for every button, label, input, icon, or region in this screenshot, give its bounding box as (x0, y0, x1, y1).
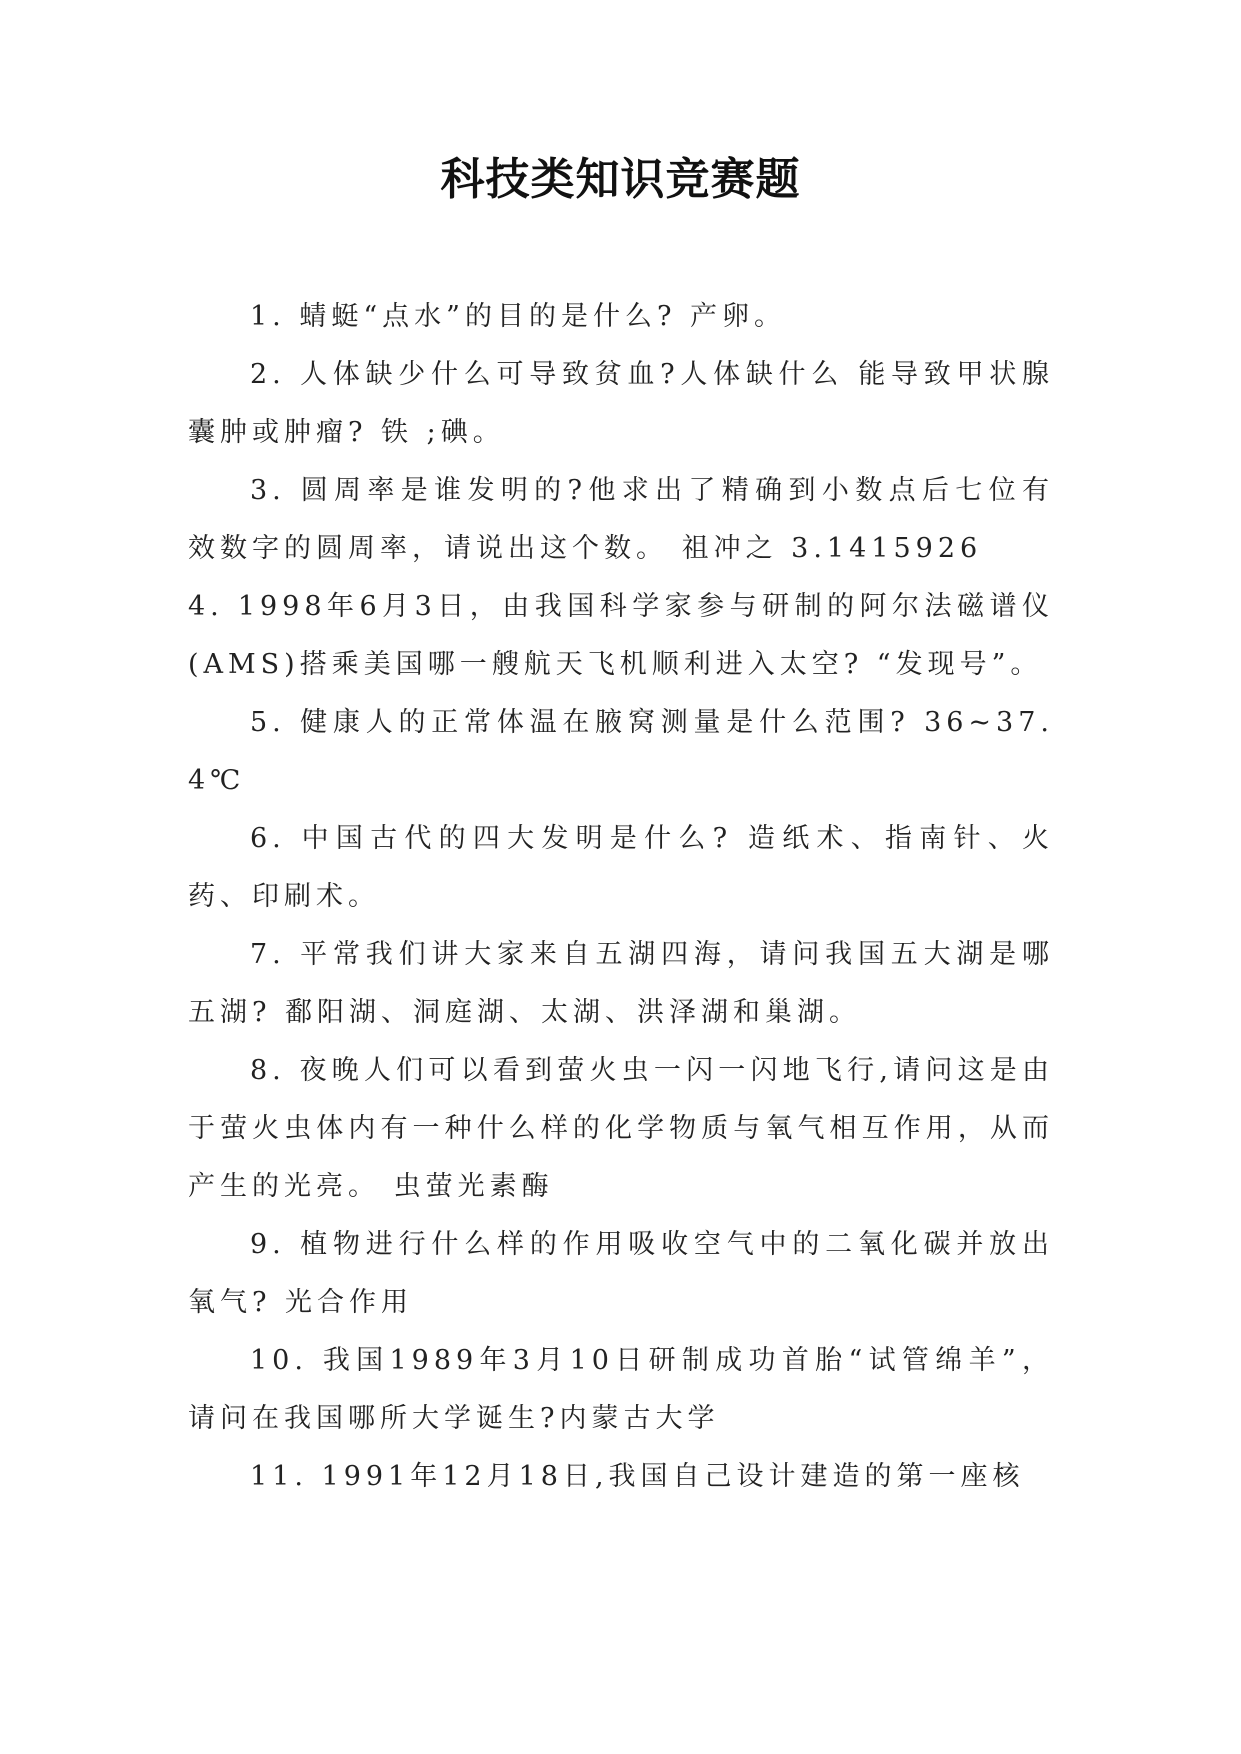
question-9: 9. 植物进行什么样的作用吸收空气中的二氧化碳并放出氧气? 光合作用 (188, 1229, 1054, 1318)
document-title: 科技类知识竞赛题 (440, 154, 801, 205)
question-8: 8. 夜晚人们可以看到萤火虫一闪一闪地飞行,请问这是由于萤火虫体内有一种什么样的化学物质与氧气相互作用，从而产生的光亮。 虫萤光素酶 (188, 1055, 1054, 1202)
document-body (188, 288, 1054, 1506)
question-6: 6. 中国古代的四大发明是什么? 造纸术、指南针、火药、印刷术。 (188, 823, 1054, 912)
question-4: 4. 1998年6月3日，由我国科学家参与研制的阿尔法磁谱仪(AMS)搭乘美国哪一艘航天飞机顺利进入太空? “发现号”。 (188, 591, 1054, 680)
question-11: 11. 1991年12月18日,我国自己设计建造的第一座核 (250, 1461, 1025, 1492)
question-7: 7. 平常我们讲大家来自五湖四海，请问我国五大湖是哪五湖? 鄱阳湖、洞庭湖、太湖、洪泽湖和巢湖。 (188, 939, 1054, 1028)
question-1: 1. 蜻蜓“点水”的目的是什么? 产卵。 (250, 301, 787, 332)
question-3: 3. 圆周率是谁发明的?他求出了精确到小数点后七位有效数字的圆周率，请说出这个数。 祖冲之 3.1415926 (188, 475, 1054, 564)
question-5: 5. 健康人的正常体温在腋窝测量是什么范围? 36~37.4℃ (188, 707, 1054, 796)
question-2: 2. 人体缺少什么可导致贫血?人体缺什么 能导致甲状腺囊肿或肿瘤? 铁 ;碘。 (188, 359, 1054, 448)
question-10: 10. 我国1989年3月10日研制成功首胎“试管绵羊”，请问在我国哪所大学诞生?内蒙古大学 (188, 1345, 1054, 1434)
